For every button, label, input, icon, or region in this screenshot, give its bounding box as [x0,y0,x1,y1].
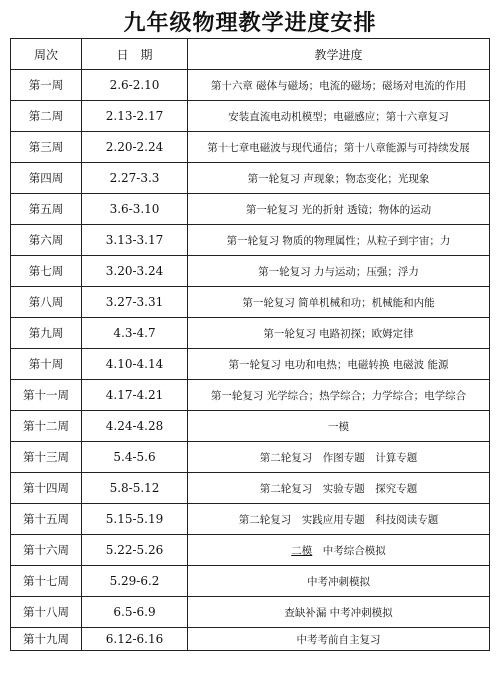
week-cell: 第十三周 [11,442,82,473]
progress-cell: 第一轮复习 力与运动；压强；浮力 [188,256,490,287]
table-row [11,101,490,132]
table-row [11,194,490,225]
date-cell: 2.6-2.10 [82,70,188,101]
table-row [11,256,490,287]
date-cell: 3.27-3.31 [82,287,188,318]
table-row [11,380,490,411]
header-progress: 教学进度 [188,39,490,70]
progress-cell: 第一轮复习 光的折射 透镜；物体的运动 [188,194,490,225]
week-cell: 第八周 [11,287,82,318]
table-row [11,225,490,256]
week-cell: 第四周 [11,163,82,194]
week-cell: 第十一周 [11,380,82,411]
date-cell: 5.15-5.19 [82,504,188,535]
week-cell: 第九周 [11,318,82,349]
week-cell: 第十五周 [11,504,82,535]
table-row [11,70,490,101]
week-cell: 第三周 [11,132,82,163]
date-cell: 6.5-6.9 [82,597,188,628]
date-cell: 4.24-4.28 [82,411,188,442]
table-row [11,287,490,318]
progress-cell: 第一轮复习 电路初探；欧姆定律 [188,318,490,349]
table-row [11,411,490,442]
header-date: 日 期 [82,39,188,70]
week-cell: 第五周 [11,194,82,225]
progress-cell: 第一轮复习 光学综合；热学综合；力学综合；电学综合 [188,380,490,411]
progress-cell: 第十七章电磁波与现代通信；第十八章能源与可持续发展 [188,132,490,163]
progress-cell: 一模 [188,411,490,442]
progress-cell: 第十六章 磁体与磁场；电流的磁场；磁场对电流的作用 [188,70,490,101]
week-cell: 第十九周 [11,628,82,651]
progress-cell: 第一轮复习 声现象；物态变化；光现象 [188,163,490,194]
progress-cell: 安装直流电动机模型；电磁感应；第十六章复习 [188,101,490,132]
progress-cell: 查缺补漏 中考冲刺模拟 [188,597,490,628]
date-cell: 3.13-3.17 [82,225,188,256]
week-cell: 第六周 [11,225,82,256]
week-cell: 第十四周 [11,473,82,504]
progress-cell: 中考考前自主复习 [188,628,490,651]
progress-cell [188,535,490,566]
schedule-table [10,38,490,651]
table-row [11,163,490,194]
table-header-row [11,39,490,70]
date-cell: 2.27-3.3 [82,163,188,194]
week-cell: 第二周 [11,101,82,132]
date-cell: 3.6-3.10 [82,194,188,225]
progress-cell: 第一轮复习 简单机械和功；机械能和内能 [188,287,490,318]
table-row [11,504,490,535]
table-row [11,535,490,566]
week-cell: 第十七周 [11,566,82,597]
date-cell: 5.4-5.6 [82,442,188,473]
week-cell: 第十周 [11,349,82,380]
progress-cell: 第一轮复习 电功和电热；电磁转换 电磁波 能源 [188,349,490,380]
progress-cell: 第二轮复习 作图专题 计算专题 [188,442,490,473]
table-row [11,628,490,651]
table-row [11,473,490,504]
exam-label: 二模 [291,544,313,557]
table-row [11,442,490,473]
table-row [11,349,490,380]
date-cell: 2.13-2.17 [82,101,188,132]
progress-cell: 第二轮复习 实践应用专题 科技阅读专题 [188,504,490,535]
week-cell: 第十二周 [11,411,82,442]
week-cell: 第十八周 [11,597,82,628]
date-cell: 6.12-6.16 [82,628,188,651]
date-cell: 5.8-5.12 [82,473,188,504]
table-row [11,597,490,628]
date-cell: 3.20-3.24 [82,256,188,287]
header-week: 周次 [11,39,82,70]
table-row [11,566,490,597]
week-cell: 第一周 [11,70,82,101]
date-cell: 2.20-2.24 [82,132,188,163]
table-row [11,318,490,349]
progress-cell: 中考冲刺模拟 [188,566,490,597]
week-cell: 第十六周 [11,535,82,566]
page-title: 九年级物理教学进度安排 [123,11,377,36]
date-cell: 5.22-5.26 [82,535,188,566]
week-cell: 第七周 [11,256,82,287]
date-cell: 4.3-4.7 [82,318,188,349]
date-cell: 4.17-4.21 [82,380,188,411]
progress-cell: 第一轮复习 物质的物理属性；从粒子到宇宙；力 [188,225,490,256]
table-row [11,132,490,163]
progress-text: 中考综合模拟 [322,544,386,557]
date-cell: 4.10-4.14 [82,349,188,380]
date-cell: 5.29-6.2 [82,566,188,597]
progress-cell: 第二轮复习 实验专题 探究专题 [188,473,490,504]
